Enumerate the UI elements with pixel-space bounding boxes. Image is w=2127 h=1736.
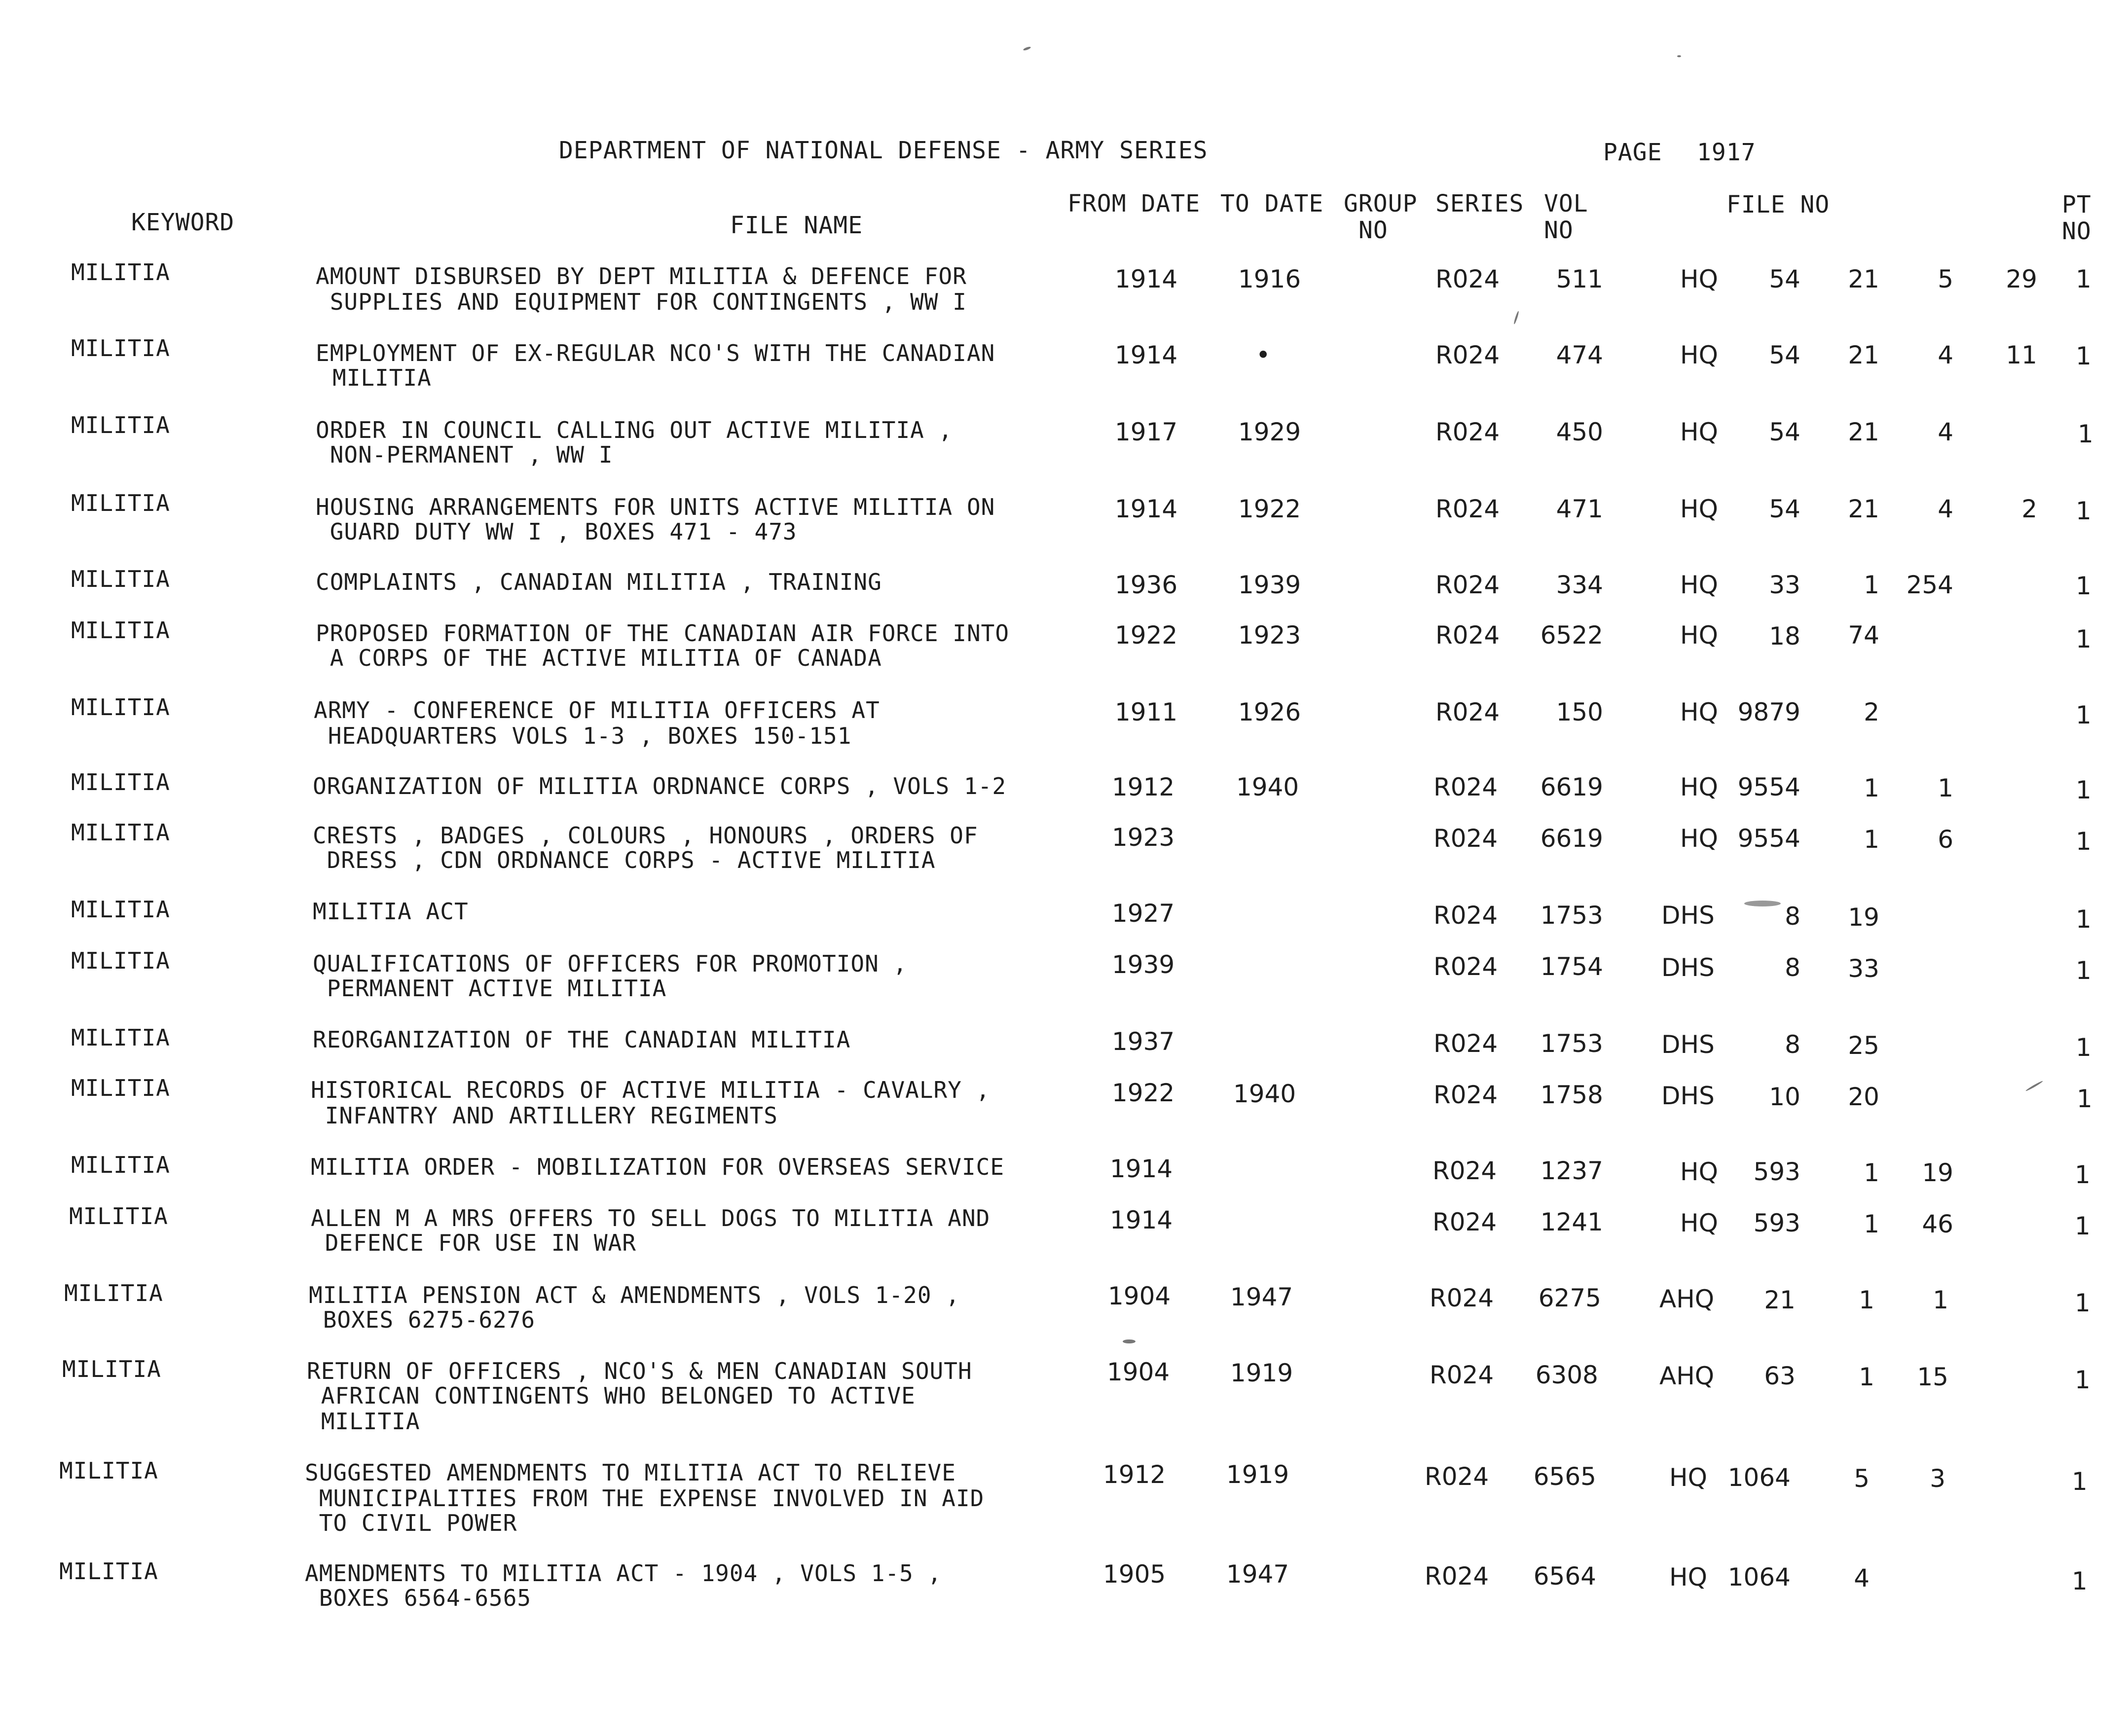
row-file-prefix: HQ [1669, 1463, 1707, 1492]
row-file-no-2: 1 [1864, 774, 1879, 802]
row-file-no-2: 21 [1848, 495, 1879, 523]
row-file-name-line: COMPLAINTS , CANADIAN MILITIA , TRAINING [316, 569, 882, 595]
row-file-name-line: AFRICAN CONTINGENTS WHO BELONGED TO ACTIVE [307, 1382, 916, 1409]
row-to-date: 1947 [1230, 1283, 1293, 1311]
row-file-no-2: 1 [1864, 1210, 1879, 1238]
row-series: R024 [1433, 1029, 1498, 1058]
row-file-no-2: 1 [1864, 825, 1879, 854]
row-from-date: 1912 [1112, 773, 1175, 801]
row-vol-no: 474 [1556, 341, 1603, 369]
row-vol-no: 6275 [1538, 1284, 1601, 1312]
row-vol-no: 471 [1556, 495, 1603, 523]
row-vol-no: 6619 [1540, 773, 1603, 801]
row-file-name-line: BOXES 6275-6276 [309, 1306, 536, 1333]
row-file-no-1: 54 [1769, 265, 1800, 293]
row-vol-no: 1237 [1540, 1157, 1603, 1185]
col-header-keyword: KEYWORD [131, 209, 235, 236]
row-keyword: MILITIA [71, 617, 170, 644]
row-to-date: 1923 [1238, 621, 1301, 650]
row-file-prefix: HQ [1680, 621, 1718, 650]
row-from-date: 1917 [1115, 418, 1178, 446]
scan-speck [1677, 55, 1681, 57]
row-file-no-2: 20 [1848, 1083, 1879, 1111]
row-file-name-line: RETURN OF OFFICERS , NCO'S & MEN CANADIAN SOUTH [307, 1358, 972, 1384]
row-file-no-2: 1 [1864, 571, 1879, 599]
row-keyword: MILITIA [71, 259, 170, 286]
row-from-date: 1923 [1112, 823, 1175, 852]
row-file-prefix: HQ [1680, 1157, 1718, 1186]
row-file-name-line: ORDER IN COUNCIL CALLING OUT ACTIVE MILITIA , [316, 417, 953, 443]
row-from-date: 1914 [1110, 1206, 1173, 1234]
row-series: R024 [1430, 1361, 1494, 1389]
row-file-prefix: HQ [1680, 341, 1718, 369]
row-file-no-2: 33 [1848, 954, 1879, 983]
row-file-no-1: 9554 [1737, 824, 1800, 853]
row-series: R024 [1433, 901, 1498, 930]
row-keyword: MILITIA [71, 947, 170, 974]
row-file-no-3: 15 [1917, 1363, 1948, 1391]
row-file-name-line: HEADQUARTERS VOLS 1-3 , BOXES 150-151 [314, 723, 852, 749]
row-series: R024 [1435, 495, 1500, 523]
row-keyword: MILITIA [62, 1356, 161, 1382]
row-from-date: 1914 [1115, 495, 1178, 523]
row-file-name-line: SUGGESTED AMENDMENTS TO MILITIA ACT TO RELIEVE [305, 1459, 956, 1486]
row-file-name-line: TO CIVIL POWER [305, 1510, 517, 1536]
row-from-date: 1914 [1110, 1155, 1173, 1183]
row-pt-no: 1 [2076, 572, 2091, 600]
row-file-no-4: 29 [2006, 265, 2037, 293]
row-file-no-3: 4 [1938, 495, 1953, 523]
row-file-name-line: MILITIA ORDER - MOBILIZATION FOR OVERSEAS SERVICE [311, 1154, 1005, 1180]
row-file-no-2: 74 [1848, 621, 1879, 650]
col-header-from-date: FROM DATE [1067, 190, 1201, 217]
row-file-no-3: 1 [1933, 1286, 1948, 1314]
row-series: R024 [1433, 952, 1498, 981]
row-file-prefix: DHS [1661, 1082, 1715, 1110]
row-file-name-line: MILITIA PENSION ACT & AMENDMENTS , VOLS 1-20 , [309, 1282, 960, 1308]
row-file-no-1: 33 [1769, 571, 1800, 599]
row-series: R024 [1435, 621, 1500, 650]
col-header-file-no: FILE NO [1726, 191, 1830, 218]
row-file-name-line: MUNICIPALITIES FROM THE EXPENSE INVOLVED IN AID [305, 1485, 985, 1512]
row-file-no-2: 19 [1848, 903, 1879, 932]
row-file-no-1: 8 [1785, 902, 1800, 931]
row-file-name-line: SUPPLIES AND EQUIPMENT FOR CONTINGENTS , WW I [316, 289, 967, 315]
row-file-name-line: BOXES 6564-6565 [305, 1585, 532, 1611]
row-file-name-line: ALLEN M A MRS OFFERS TO SELL DOGS TO MILITIA AND [311, 1205, 990, 1231]
row-keyword: MILITIA [71, 1152, 170, 1178]
row-to-date: 1947 [1226, 1560, 1289, 1589]
row-file-no-1: 54 [1769, 495, 1800, 523]
row-file-no-2: 21 [1848, 265, 1879, 293]
row-file-no-1: 1064 [1727, 1463, 1791, 1492]
row-file-no-2: 5 [1854, 1464, 1870, 1493]
row-file-no-4: 11 [2006, 341, 2037, 369]
row-file-prefix: HQ [1680, 571, 1718, 599]
row-from-date: 1904 [1108, 1282, 1171, 1310]
row-series: R024 [1432, 1157, 1497, 1185]
row-to-date: 1922 [1238, 495, 1301, 523]
row-file-no-3: 3 [1930, 1464, 1945, 1493]
row-pt-no: 1 [2072, 1467, 2088, 1496]
row-file-no-2: 25 [1848, 1031, 1879, 1060]
row-vol-no: 1754 [1540, 952, 1603, 981]
row-file-no-1: 21 [1764, 1286, 1796, 1314]
row-file-name-line: AMOUNT DISBURSED BY DEPT MILITIA & DEFENCE FOR [316, 263, 967, 289]
row-file-name-line: A CORPS OF THE ACTIVE MILITIA OF CANADA [316, 645, 882, 671]
row-from-date: 1914 [1115, 341, 1178, 369]
document-title: DEPARTMENT OF NATIONAL DEFENSE - ARMY SERIES [559, 137, 1208, 164]
row-file-prefix: HQ [1669, 1563, 1707, 1591]
row-from-date: 1939 [1112, 950, 1175, 979]
row-keyword: MILITIA [59, 1558, 158, 1585]
row-keyword: MILITIA [71, 769, 170, 796]
row-from-date: 1904 [1107, 1358, 1170, 1386]
row-file-no-1: 10 [1769, 1083, 1800, 1111]
row-file-no-3: 1 [1938, 774, 1953, 802]
row-file-no-3: 4 [1938, 341, 1953, 369]
row-file-prefix: HQ [1680, 698, 1718, 726]
row-vol-no: 1753 [1540, 1029, 1603, 1058]
row-file-no-2: 1 [1864, 1158, 1879, 1187]
row-vol-no: 6619 [1540, 824, 1603, 853]
row-to-date: 1919 [1230, 1359, 1293, 1387]
row-keyword: MILITIA [71, 490, 170, 516]
page-label: PAGE [1603, 139, 1662, 166]
row-keyword: MILITIA [71, 566, 170, 592]
row-pt-no: 1 [2076, 342, 2091, 370]
scan-speck [1744, 901, 1781, 906]
row-from-date: 1927 [1112, 899, 1175, 928]
col-header-vol: VOL [1544, 190, 1588, 217]
row-keyword: MILITIA [64, 1280, 163, 1306]
row-vol-no: 1758 [1540, 1081, 1603, 1109]
row-file-no-1: 9554 [1737, 773, 1800, 801]
row-series: R024 [1435, 265, 1500, 293]
col-header-series: SERIES [1435, 190, 1524, 217]
row-file-prefix: HQ [1680, 495, 1718, 523]
row-series: R024 [1435, 418, 1500, 446]
row-file-name-line: QUALIFICATIONS OF OFFICERS FOR PROMOTION , [313, 950, 908, 977]
row-from-date: 1911 [1115, 698, 1178, 726]
row-file-no-3: 4 [1938, 418, 1953, 446]
row-file-no-1: 63 [1764, 1362, 1796, 1390]
row-file-no-3: 5 [1938, 265, 1953, 293]
row-file-no-2: 1 [1859, 1286, 1874, 1314]
row-file-name-line: PROPOSED FORMATION OF THE CANADIAN AIR FORCE INTO [316, 620, 1010, 647]
row-to-date: 1940 [1236, 773, 1299, 801]
row-from-date: 1912 [1103, 1460, 1166, 1489]
row-file-prefix: DHS [1661, 953, 1715, 982]
row-file-prefix: DHS [1661, 1030, 1715, 1059]
row-file-no-1: 54 [1769, 418, 1800, 446]
row-to-date: 1929 [1238, 418, 1301, 446]
row-keyword: MILITIA [71, 412, 170, 438]
row-to-date: 1926 [1238, 698, 1301, 726]
row-file-prefix: HQ [1680, 1209, 1718, 1237]
row-vol-no: 1241 [1540, 1208, 1603, 1236]
row-series: R024 [1425, 1562, 1489, 1591]
row-to-date: 1919 [1226, 1460, 1289, 1489]
row-series: R024 [1435, 571, 1500, 599]
row-from-date: 1914 [1115, 265, 1178, 293]
row-vol-no: 6308 [1535, 1361, 1598, 1389]
row-to-date: • [1256, 341, 1271, 369]
row-file-no-1: 8 [1785, 953, 1800, 982]
col-header-group-no: NO [1358, 217, 1388, 244]
row-keyword: MILITIA [71, 1075, 170, 1101]
col-header-to-date: TO DATE [1220, 190, 1324, 217]
row-file-name-line: HISTORICAL RECORDS OF ACTIVE MILITIA - CAVALRY , [311, 1077, 990, 1103]
row-file-name-line: ARMY - CONFERENCE OF MILITIA OFFICERS AT [314, 697, 880, 723]
col-header-group: GROUP [1344, 190, 1418, 217]
row-file-name-line: REORGANIZATION OF THE CANADIAN MILITIA [313, 1026, 851, 1053]
row-to-date: 1940 [1233, 1080, 1296, 1108]
row-series: R024 [1435, 698, 1500, 726]
row-series: R024 [1425, 1462, 1489, 1491]
row-file-no-1: 54 [1769, 341, 1800, 369]
row-file-prefix: HQ [1680, 824, 1718, 853]
row-series: R024 [1433, 773, 1498, 801]
row-file-name-line: DEFENCE FOR USE IN WAR [311, 1230, 636, 1256]
row-keyword: MILITIA [71, 896, 170, 923]
scan-speck [2025, 1080, 2044, 1091]
row-file-no-1: 1064 [1727, 1563, 1791, 1591]
scan-speck [1023, 46, 1031, 51]
row-file-no-4: 2 [2021, 495, 2037, 523]
row-file-prefix: AHQ [1659, 1285, 1715, 1313]
row-keyword: MILITIA [69, 1203, 168, 1230]
row-file-no-2: 21 [1848, 341, 1879, 369]
row-keyword: MILITIA [71, 335, 170, 362]
row-keyword: MILITIA [59, 1457, 158, 1484]
row-pt-no: 1 [2076, 497, 2091, 525]
row-pt-no: 1 [2075, 1160, 2090, 1189]
row-file-name-line: CRESTS , BADGES , COLOURS , HONOURS , ORDERS OF [313, 822, 978, 849]
row-file-no-1: 593 [1753, 1157, 1800, 1186]
row-file-name-line: MILITIA ACT [313, 898, 469, 925]
row-series: R024 [1433, 824, 1498, 853]
col-header-pt: PT [2062, 191, 2091, 218]
row-file-no-2: 2 [1864, 698, 1879, 726]
row-file-name-line: ORGANIZATION OF MILITIA ORDNANCE CORPS , VOLS 1-2 [313, 773, 1007, 799]
page-number: 1917 [1697, 139, 1756, 166]
row-file-name-line: AMENDMENTS TO MILITIA ACT - 1904 , VOLS 1-5 , [305, 1560, 942, 1587]
row-file-prefix: HQ [1680, 773, 1718, 801]
row-file-no-1: 8 [1785, 1030, 1800, 1059]
row-file-no-1: 18 [1769, 622, 1800, 651]
row-from-date: 1905 [1103, 1560, 1166, 1589]
row-pt-no: 1 [2076, 956, 2091, 985]
row-pt-no: 1 [2077, 1085, 2092, 1113]
row-file-no-2: 4 [1854, 1564, 1870, 1592]
row-file-no-3: 6 [1938, 825, 1953, 854]
row-series: R024 [1430, 1284, 1494, 1312]
row-vol-no: 6522 [1540, 621, 1603, 650]
col-header-pt-no: NO [2062, 217, 2091, 245]
row-file-name-line: MILITIA [307, 1408, 420, 1435]
row-series: R024 [1432, 1208, 1497, 1236]
row-series: R024 [1433, 1081, 1498, 1109]
col-header-vol-no: NO [1544, 217, 1574, 244]
row-file-name-line: HOUSING ARRANGEMENTS FOR UNITS ACTIVE MILITIA ON [316, 494, 995, 520]
row-vol-no: 450 [1556, 418, 1603, 446]
row-series: R024 [1435, 341, 1500, 369]
row-keyword: MILITIA [71, 819, 170, 846]
row-from-date: 1922 [1112, 1079, 1175, 1107]
scan-speck [1123, 1339, 1136, 1343]
row-pt-no: 1 [2075, 1366, 2090, 1394]
row-to-date: 1939 [1238, 571, 1301, 599]
row-file-prefix: DHS [1661, 901, 1715, 930]
row-vol-no: 150 [1556, 698, 1603, 726]
col-header-file-name: FILE NAME [730, 212, 863, 239]
row-pt-no: 1 [2075, 1289, 2090, 1317]
row-to-date: 1916 [1238, 265, 1301, 293]
row-file-no-1: 593 [1753, 1209, 1800, 1237]
row-from-date: 1936 [1115, 571, 1178, 599]
row-file-no-3: 46 [1922, 1210, 1953, 1238]
row-file-no-1: 9879 [1737, 698, 1800, 726]
row-file-name-line: EMPLOYMENT OF EX-REGULAR NCO'S WITH THE CANADIAN [316, 340, 995, 366]
row-file-name-line: GUARD DUTY WW I , BOXES 471 - 473 [316, 518, 797, 545]
row-pt-no: 1 [2076, 625, 2091, 653]
row-vol-no: 334 [1556, 571, 1603, 599]
row-vol-no: 511 [1556, 265, 1603, 293]
row-from-date: 1922 [1115, 621, 1178, 650]
row-pt-no: 1 [2072, 1567, 2088, 1595]
row-file-name-line: INFANTRY AND ARTILLERY REGIMENTS [311, 1102, 778, 1129]
row-vol-no: 6565 [1533, 1462, 1596, 1491]
row-pt-no: 1 [2076, 905, 2091, 934]
row-pt-no: 1 [2076, 701, 2091, 729]
row-file-prefix: HQ [1680, 418, 1718, 446]
row-file-name-line: PERMANENT ACTIVE MILITIA [313, 975, 667, 1002]
row-pt-no: 1 [2076, 1033, 2091, 1062]
row-file-no-3: 254 [1906, 571, 1953, 599]
row-file-name-line: DRESS , CDN ORDNANCE CORPS - ACTIVE MILITIA [313, 847, 936, 873]
row-pt-no: 1 [2075, 1212, 2090, 1240]
row-file-name-line: MILITIA [332, 364, 432, 391]
row-file-no-3: 19 [1922, 1158, 1953, 1187]
row-keyword: MILITIA [71, 694, 170, 721]
row-file-name-line: NON-PERMANENT , WW I [316, 441, 613, 468]
row-file-no-2: 1 [1859, 1363, 1874, 1391]
scan-speck [1513, 311, 1519, 325]
row-file-no-2: 21 [1848, 418, 1879, 446]
row-pt-no: 1 [2078, 420, 2093, 448]
row-from-date: 1937 [1112, 1027, 1175, 1056]
row-file-prefix: AHQ [1659, 1362, 1715, 1390]
row-vol-no: 1753 [1540, 901, 1603, 930]
row-file-prefix: HQ [1680, 265, 1718, 293]
row-pt-no: 1 [2076, 827, 2091, 856]
row-keyword: MILITIA [71, 1024, 170, 1051]
row-vol-no: 6564 [1533, 1562, 1596, 1591]
row-pt-no: 1 [2076, 265, 2091, 293]
row-pt-no: 1 [2076, 776, 2091, 804]
